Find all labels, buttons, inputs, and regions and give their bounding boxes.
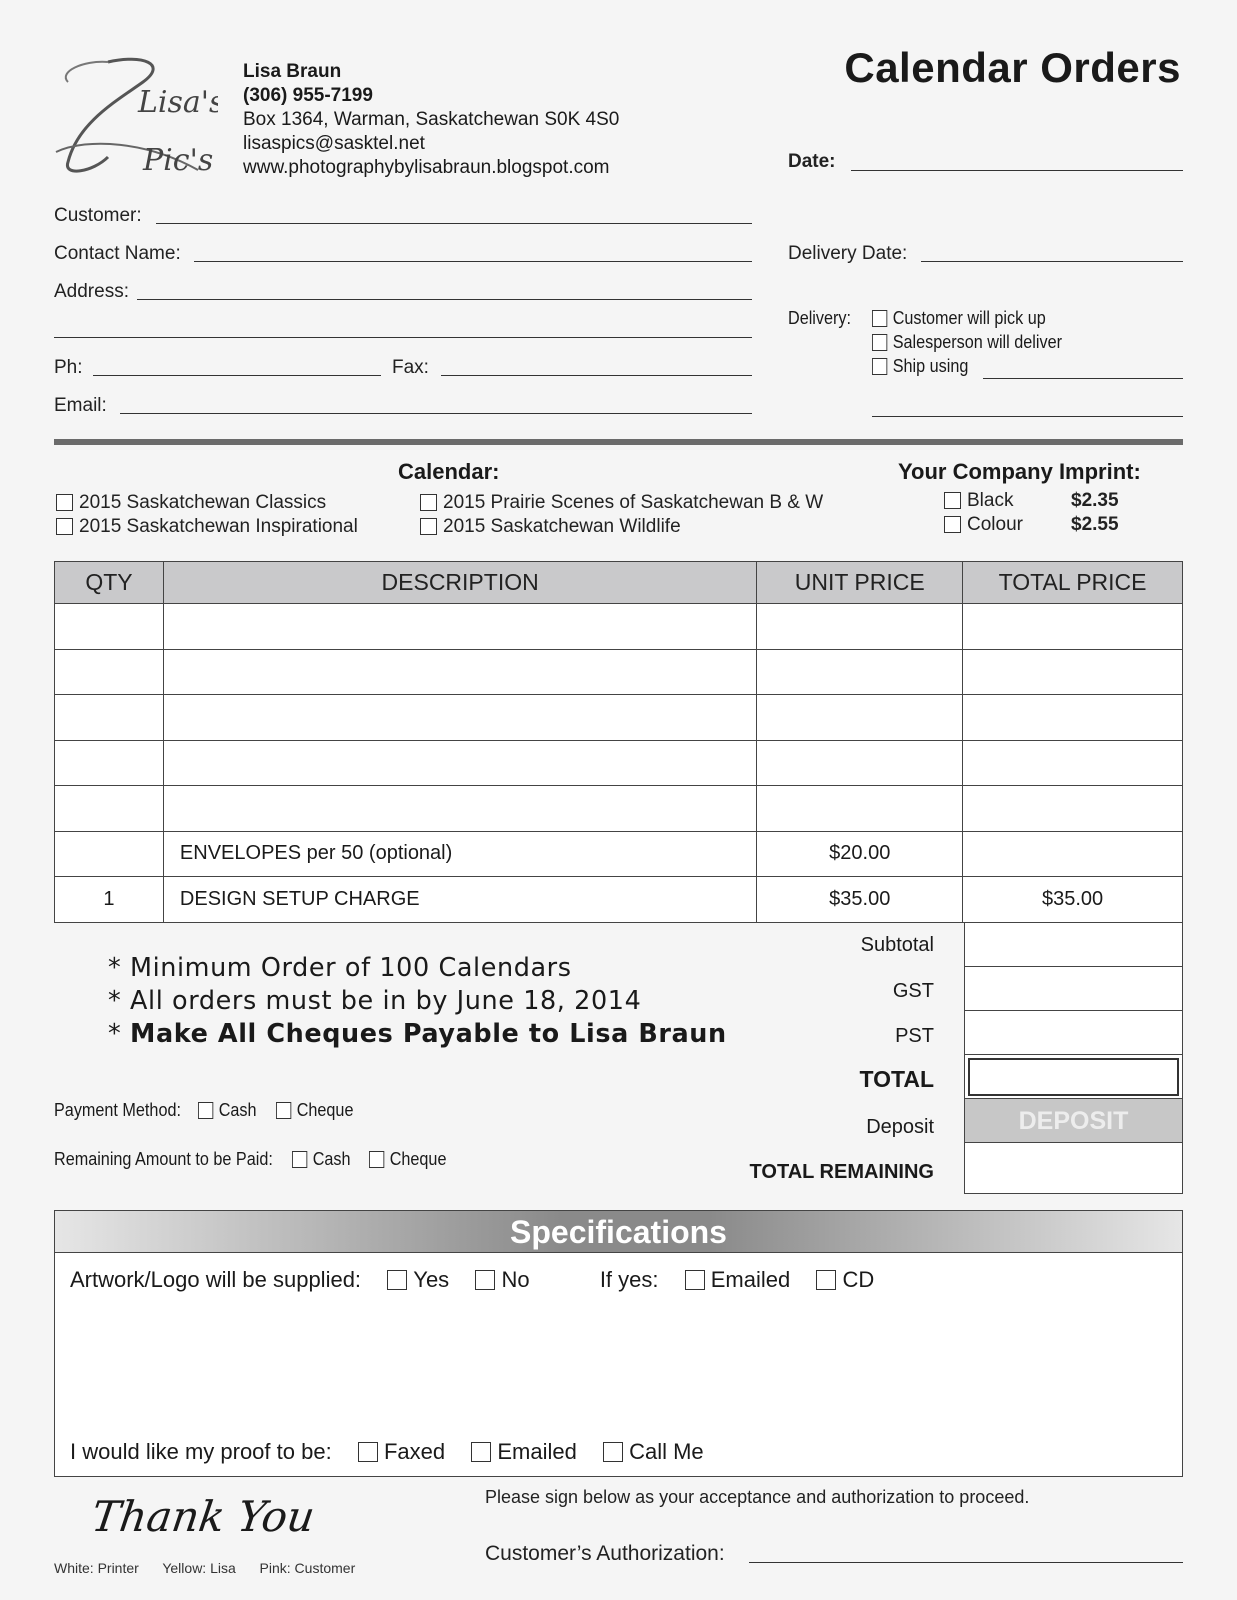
total-label: TOTAL [859, 1066, 934, 1092]
proof-label: I would like my proof to be: [70, 1439, 332, 1464]
contact-website: www.photographybylisabraun.blogspot.com [243, 157, 610, 178]
col-total-price: TOTAL PRICE [963, 562, 1183, 604]
delivery-label: Delivery: [788, 308, 852, 328]
qty-cell[interactable] [55, 740, 164, 786]
option-label: Cheque [296, 1100, 354, 1120]
unit-price-cell[interactable] [757, 604, 963, 650]
description-cell[interactable] [163, 740, 756, 786]
delivery-option-label: Ship using [892, 356, 969, 376]
sign-note: Please sign below as your acceptance and authorization to proceed. [485, 1487, 1030, 1507]
checkbox[interactable] [471, 1442, 491, 1462]
option-label: Cash [218, 1100, 257, 1120]
table-row [55, 831, 1183, 877]
imprint-price-colour: $2.55 [1071, 514, 1119, 535]
pst-field[interactable] [964, 1010, 1183, 1056]
calendar-option-classics[interactable] [56, 492, 326, 514]
artwork-emailed[interactable] [685, 1267, 790, 1292]
option-label: No [501, 1267, 530, 1292]
ph-field[interactable] [93, 375, 381, 376]
checkbox[interactable] [603, 1442, 623, 1462]
delivery-option-pickup[interactable] [872, 308, 1046, 329]
total-remaining-label: TOTAL REMAINING [749, 1161, 934, 1183]
table-row [55, 877, 1183, 923]
payment-method-label: Payment Method: [54, 1100, 181, 1120]
ship-using-field[interactable] [983, 378, 1183, 379]
note-deadline: * All orders must be in by June 18, 2014 [108, 986, 642, 1016]
checkbox[interactable] [387, 1270, 407, 1290]
checkbox[interactable] [369, 1151, 384, 1168]
description-cell[interactable]: DESIGN SETUP CHARGE [163, 877, 756, 923]
gst-field[interactable] [964, 966, 1183, 1012]
payment-method-cheque[interactable] [276, 1100, 353, 1121]
copy-white: White: Printer [54, 1560, 139, 1576]
date-label: Date: [788, 151, 836, 172]
artwork-cd[interactable] [816, 1267, 874, 1292]
imprint-option-black[interactable] [944, 490, 1013, 512]
checkbox[interactable] [198, 1102, 213, 1119]
artwork-label: Artwork/Logo will be supplied: [70, 1267, 362, 1292]
calendar-option-label: 2015 Saskatchewan Classics [79, 492, 327, 513]
total-price-cell[interactable] [963, 649, 1183, 695]
option-label: Cheque [389, 1149, 447, 1169]
unit-price-cell[interactable] [757, 695, 963, 741]
imprint-option-colour[interactable] [944, 514, 1023, 536]
remaining-cheque[interactable] [369, 1149, 446, 1170]
proof-emailed[interactable] [471, 1439, 576, 1464]
option-label: Faxed [383, 1439, 446, 1464]
remaining-label: Remaining Amount to be Paid: [54, 1149, 273, 1169]
contact-name-field[interactable] [194, 261, 752, 262]
copy-distribution [54, 1560, 355, 1576]
section-divider [54, 439, 1183, 445]
note-minimum-order: * Minimum Order of 100 Calendars [108, 953, 572, 983]
customer-field[interactable] [156, 223, 752, 224]
checkbox[interactable] [56, 518, 73, 535]
checkbox[interactable] [872, 358, 887, 375]
copy-yellow: Yellow: Lisa [162, 1560, 236, 1576]
deposit-field[interactable]: DEPOSIT [964, 1098, 1183, 1144]
unit-price-cell[interactable]: $20.00 [757, 831, 963, 877]
qty-cell[interactable] [55, 695, 164, 741]
logo [48, 52, 218, 182]
table-row [55, 786, 1183, 832]
date-field[interactable] [851, 170, 1183, 171]
contact-name: Lisa Braun [243, 61, 342, 82]
fax-label: Fax: [392, 357, 429, 378]
subtotal-label: Subtotal [860, 934, 934, 956]
contact-block [243, 60, 619, 180]
if-yes-label: If yes: [599, 1267, 659, 1292]
qty-cell[interactable] [55, 831, 164, 877]
imprint-heading: Your Company Imprint: [898, 459, 1141, 484]
checkbox[interactable] [685, 1270, 705, 1290]
description-cell[interactable] [163, 604, 756, 650]
contact-phone: (306) 955-7199 [243, 85, 373, 106]
description-cell[interactable]: ENVELOPES per 50 (optional) [163, 831, 756, 877]
note-cheques-text: Make All Cheques Payable to Lisa Braun [130, 1019, 727, 1049]
col-qty: QTY [55, 562, 164, 604]
description-cell[interactable] [163, 649, 756, 695]
proof-faxed[interactable] [358, 1439, 445, 1464]
artwork-yes[interactable] [387, 1267, 449, 1292]
checkbox[interactable] [872, 310, 887, 327]
unit-price-cell[interactable] [757, 786, 963, 832]
payment-method-cash[interactable] [198, 1100, 257, 1121]
thank-you-signature: Thank You [88, 1492, 318, 1541]
authorization-label: Customer’s Authorization: [485, 1542, 725, 1565]
address-field-2[interactable] [54, 337, 752, 338]
address-field[interactable] [137, 299, 752, 300]
logo-text-2: Pic's [143, 143, 214, 178]
delivery-option-label: Customer will pick up [892, 308, 1046, 328]
total-price-cell[interactable] [963, 695, 1183, 741]
customer-label: Customer: [54, 205, 142, 226]
col-description: DESCRIPTION [163, 562, 756, 604]
specifications-heading: Specifications [55, 1211, 1182, 1253]
subtotal-field[interactable] [964, 922, 1183, 968]
contact-email: lisaspics@sasktel.net [243, 133, 425, 154]
delivery-date-label: Delivery Date: [788, 243, 908, 264]
imprint-option-label: Colour [967, 514, 1023, 535]
total-field[interactable] [964, 1054, 1183, 1100]
copy-pink: Pink: Customer [259, 1560, 356, 1576]
imprint-option-label: Black [967, 490, 1014, 511]
delivery-date-field[interactable] [921, 261, 1183, 262]
checkbox[interactable] [475, 1270, 495, 1290]
checkbox[interactable] [292, 1151, 307, 1168]
checkbox[interactable] [420, 518, 437, 535]
total-inner-box [968, 1058, 1179, 1096]
proof-call-me[interactable] [603, 1439, 704, 1464]
col-unit-price: UNIT PRICE [757, 562, 963, 604]
checkbox[interactable] [816, 1270, 836, 1290]
contact-address: Box 1364, Warman, Saskatchewan S0K 4S0 [243, 109, 620, 130]
unit-price-cell[interactable] [757, 740, 963, 786]
total-price-cell[interactable] [963, 786, 1183, 832]
pst-label: PST [895, 1025, 934, 1047]
calendar-option-wildlife[interactable] [420, 516, 681, 538]
gst-label: GST [892, 980, 934, 1002]
fax-field[interactable] [441, 375, 752, 376]
calendar-option-inspirational[interactable] [56, 516, 358, 538]
qty-cell[interactable] [55, 604, 164, 650]
calendar-heading: Calendar: [398, 459, 500, 484]
qty-cell[interactable]: 1 [55, 877, 164, 923]
order-table [54, 561, 1183, 923]
page-title: Calendar Orders [844, 44, 1181, 91]
unit-price-cell[interactable]: $35.00 [757, 877, 963, 923]
deposit-label: Deposit [866, 1116, 934, 1138]
specifications-panel [54, 1210, 1183, 1477]
description-cell[interactable] [163, 695, 756, 741]
unit-price-cell[interactable] [757, 649, 963, 695]
checkbox[interactable] [872, 334, 887, 351]
table-row [55, 695, 1183, 741]
delivery-option-ship[interactable] [872, 356, 968, 377]
calendar-option-label: 2015 Prairie Scenes of Saskatchewan B & W [443, 492, 824, 513]
option-label: Emailed [497, 1439, 577, 1464]
total-price-cell[interactable] [963, 740, 1183, 786]
note-cheques: * Make All Cheques Payable to Lisa Braun [108, 1019, 727, 1049]
email-label: Email: [54, 395, 107, 416]
option-label: Cash [312, 1149, 351, 1169]
qty-cell[interactable] [55, 786, 164, 832]
option-label: Call Me [629, 1439, 704, 1464]
checkbox[interactable] [944, 516, 961, 533]
remaining-cash[interactable] [292, 1149, 351, 1170]
imprint-price-black: $2.35 [1071, 490, 1119, 511]
proof-row [70, 1439, 704, 1465]
qty-cell[interactable] [55, 649, 164, 695]
checkbox[interactable] [276, 1102, 291, 1119]
description-cell[interactable] [163, 786, 756, 832]
checkbox[interactable] [56, 494, 73, 511]
ph-label: Ph: [54, 357, 83, 378]
calendar-option-label: 2015 Saskatchewan Wildlife [443, 516, 681, 537]
option-label: CD [842, 1267, 875, 1292]
total-price-cell[interactable] [963, 831, 1183, 877]
contact-name-label: Contact Name: [54, 243, 181, 264]
checkbox[interactable] [944, 492, 961, 509]
artwork-row [70, 1267, 874, 1293]
delivery-option-salesperson[interactable] [872, 332, 1062, 353]
calendar-option-label: 2015 Saskatchewan Inspirational [79, 516, 358, 537]
option-label: Emailed [710, 1267, 791, 1292]
table-row [55, 604, 1183, 650]
table-row [55, 649, 1183, 695]
email-field[interactable] [120, 413, 752, 414]
checkbox[interactable] [420, 494, 437, 511]
option-label: Yes [413, 1267, 450, 1292]
calendar-option-prairie[interactable] [420, 492, 823, 514]
total-price-cell[interactable]: $35.00 [963, 877, 1183, 923]
address-label: Address: [54, 281, 129, 302]
table-row [55, 740, 1183, 786]
ship-using-field-2[interactable] [872, 416, 1183, 417]
logo-text-1: Lisa's [138, 85, 218, 120]
checkbox[interactable] [358, 1442, 378, 1462]
table-header-row [55, 562, 1183, 604]
total-remaining-field[interactable] [964, 1142, 1183, 1194]
artwork-no[interactable] [475, 1267, 529, 1292]
delivery-option-label: Salesperson will deliver [892, 332, 1062, 352]
authorization-signature-field[interactable] [749, 1562, 1183, 1563]
total-price-cell[interactable] [963, 604, 1183, 650]
